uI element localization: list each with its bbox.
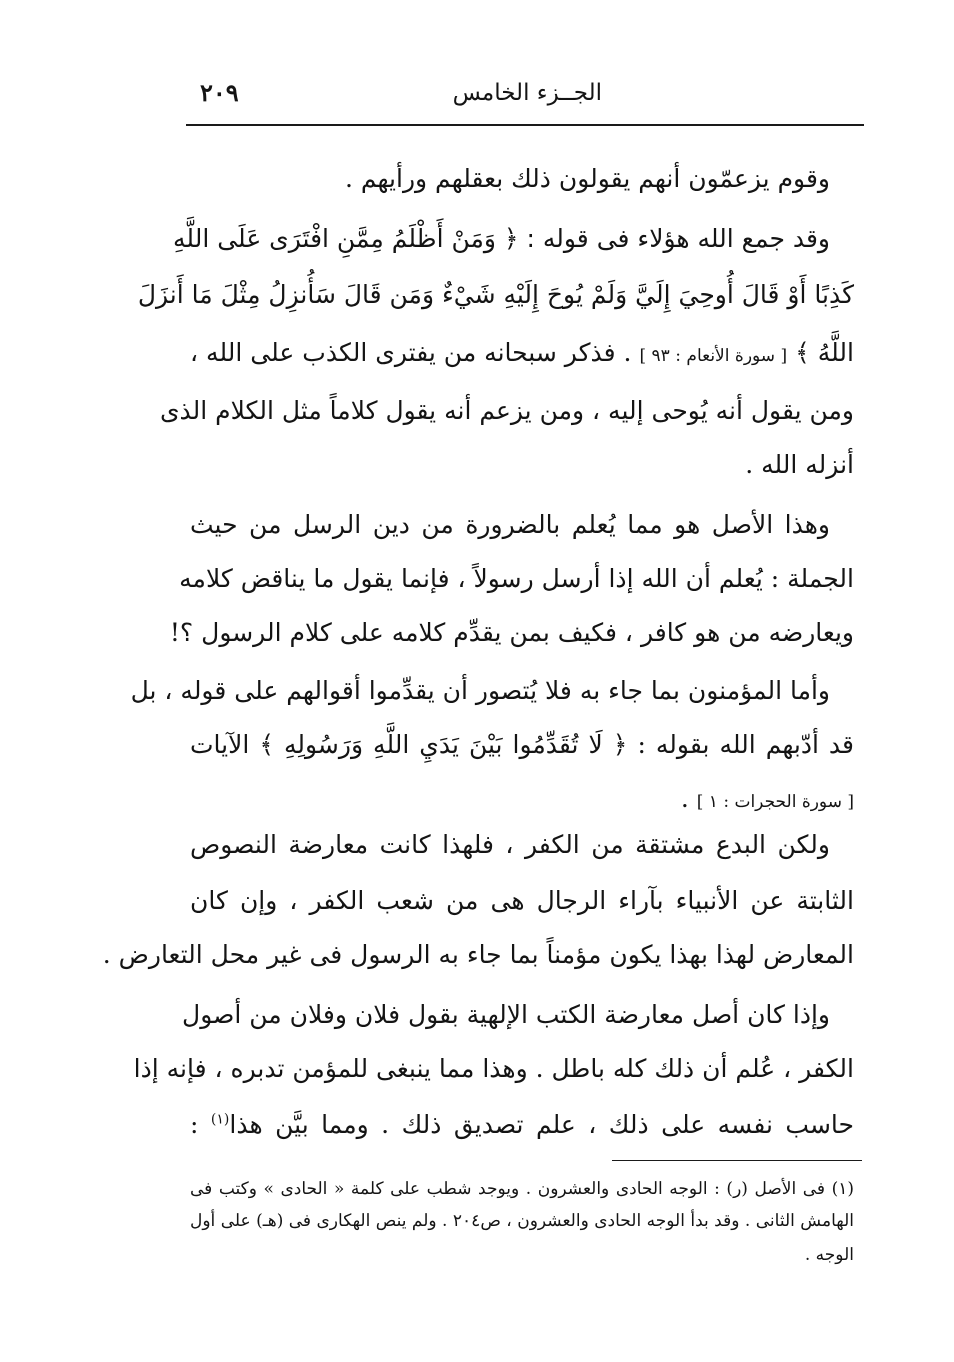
running-header xyxy=(188,76,864,116)
text-line: ولكن البدع مشتقة من الكفر ، فلهذا كانت معارضة النصوص xyxy=(190,830,830,859)
text-fragment: . xyxy=(680,784,689,813)
text-line xyxy=(190,1100,854,1150)
text-line: ومن يقول أنه يُوحى إليه ، ومن يزعم أنه يقول كلاماً مثل الكلام الذى xyxy=(159,396,854,425)
text-line: قد أدّبهم الله بقوله : ﴿ لَا تُقَدِّمُوا بَيْنَ يَدَيِ اللَّهِ وَرَسُولِهِ ﴾ الآيات xyxy=(190,730,854,759)
text-line: وهذا الأصل هو مما يُعلم بالضرورة من دين الرسل من حيث xyxy=(190,510,830,539)
text-line: وإذا كان أصل معارضة الكتب الإلهية بقول فلان وفلان من أصول xyxy=(182,1000,830,1029)
text-line: وقوم يزعمّون أنهم يقولون ذلك بعقلهم ورأيهم . xyxy=(345,164,830,193)
text-fragment: . فذكر سبحانه من يفترى الكذب على الله ، xyxy=(190,338,632,367)
header-title: الجــزء الخامس xyxy=(452,80,602,106)
text-line: الكفر ، عُلم أن ذلك كله باطل . وهذا مما ينبغى للمؤمن تدبره ، فإنه إذا xyxy=(133,1054,854,1083)
text-fragment: : xyxy=(190,1110,199,1139)
verse-reference: [ سورة الأنعام : ٩٣ ] xyxy=(639,346,788,366)
text-line: ويعارضه من هو كافر ، فكيف بمن يقدِّم كلامه على كلام الرسول ؟! xyxy=(169,618,854,647)
footnote-line: (١) فى الأصل (ر) : الوجه الحادى والعشرون . ويوجد شطب على كلمة « الحادى » وكتب فى xyxy=(190,1179,854,1199)
text-line xyxy=(190,328,854,378)
text-fragment: حاسب نفسه على ذلك ، علم تصديق ذلك . ومما بيَّن هذا xyxy=(229,1110,854,1139)
text-line: الجملة : يُعلم أن الله إذا أرسل رسولاً ، فإنما يقول ما يناقض كلامه xyxy=(179,564,854,593)
text-line: وأما المؤمنون بما جاء به فلا يُتصور أن يقدِّموا أقوالهم على قوله ، بل xyxy=(130,676,830,705)
quran-verse-line: كَذِبًا أَوْ قَالَ أُوحِيَ إِلَيَّ وَلَمْ يُوحَ إِلَيْهِ شَيْءٌ وَمَن قَالَ سَأُنزِلُ مِثْلَ مَا أَنزَلَ xyxy=(137,280,854,309)
quran-verse-end: اللَّهُ ﴾ xyxy=(795,338,854,367)
text-line: أنزله الله . xyxy=(745,450,854,479)
footnote-line: الهامش الثانى . وقد بدأ الوجه الحادى والعشرون ، ص٢٠٤ . ولم ينص الهكارى فى (هـ) على أول xyxy=(190,1211,854,1231)
text-line: الثابتة عن الأنبياء بآراء الرجال هى من شعب الكفر ، وإن كان xyxy=(190,886,854,915)
text-line: وقد جمع الله هؤلاء فى قوله : ﴿ وَمَنْ أَظْلَمُ مِمَّنِ افْتَرَى عَلَى اللَّهِ xyxy=(173,224,830,253)
text-line: المعارض لهذا بهذا يكون مؤمناً بما جاء به الرسول فى غير محل التعارض . xyxy=(102,940,854,969)
footnote-marker: (١) xyxy=(210,1111,230,1128)
header-rule xyxy=(186,124,864,126)
footnote-rule xyxy=(612,1160,862,1161)
text-line xyxy=(190,774,854,824)
verse-reference: [ سورة الحجرات : ١ ] xyxy=(696,792,854,812)
page-number: ٢٠٩ xyxy=(200,78,239,107)
footnote-line: الوجه . xyxy=(804,1245,854,1265)
